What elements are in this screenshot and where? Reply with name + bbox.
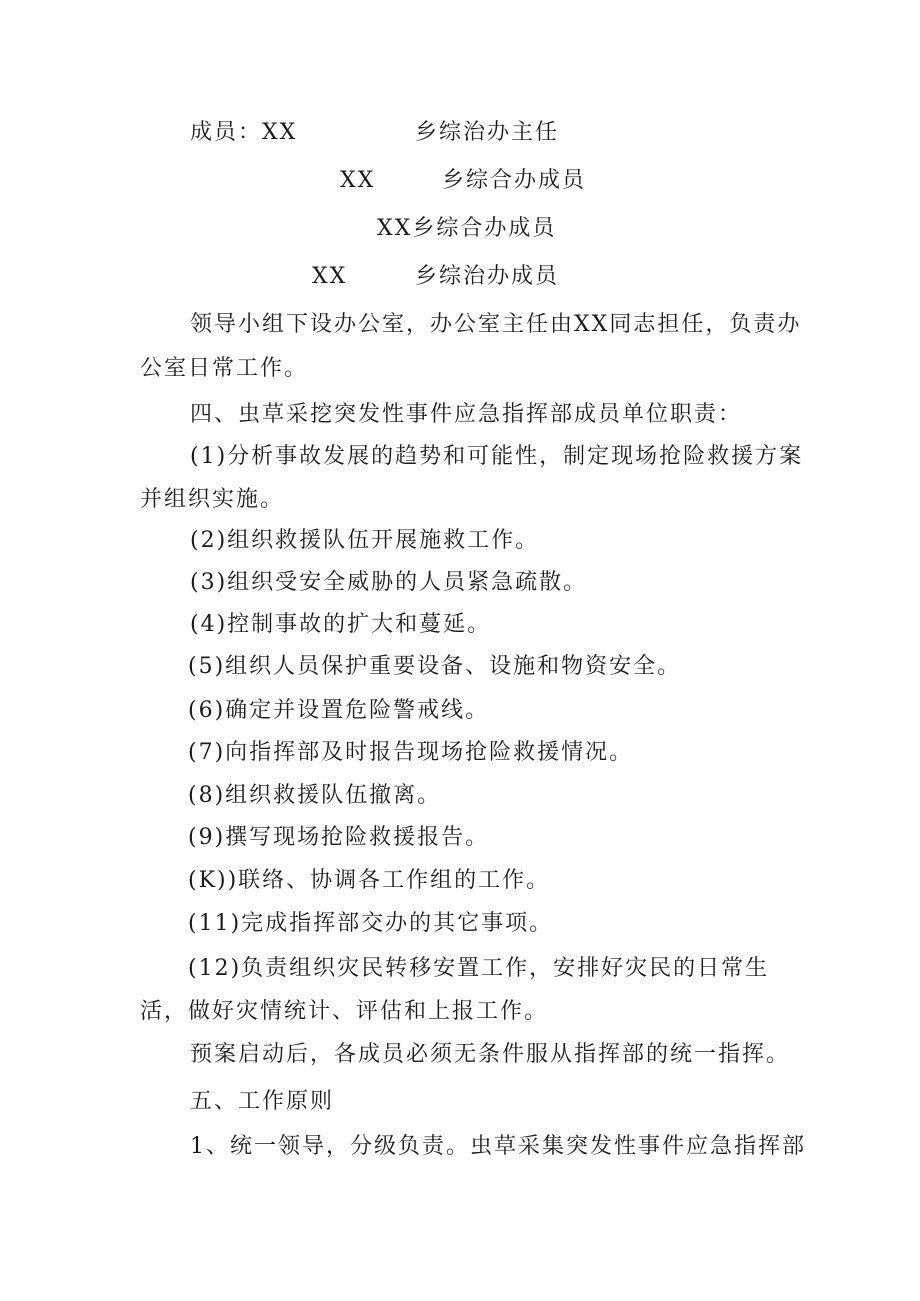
duty-item-6: (6)确定并设置危险警戒线。 xyxy=(188,698,490,723)
duty-item-4: (4)控制事故的扩大和蔓延。 xyxy=(190,612,492,637)
member-row-2-title: 乡综合办成员 xyxy=(442,168,587,193)
member-row-2-name: XX xyxy=(340,168,376,193)
duty-item-11: (11)完成指挥部交办的其它事项。 xyxy=(188,911,554,936)
member-row-3: XX乡综合办成员 xyxy=(377,216,557,241)
section-5-heading: 五、工作原则 xyxy=(190,1089,335,1114)
section-4-heading: 四、虫草采挖突发性事件应急指挥部成员单位职责： xyxy=(190,402,743,427)
office-paragraph-line-1: 领导小组下设办公室，办公室主任由XX同志担任，负责办 xyxy=(190,312,802,337)
member-row-4-name: XX xyxy=(312,264,348,289)
office-paragraph-line-2: 公室日常工作。 xyxy=(140,356,309,381)
duty-item-3: (3)组织受安全威胁的人员紧急疏散。 xyxy=(190,570,588,595)
duty-item-12-line-1: (12)负责组织灾民转移安置工作，安排好灾民的日常生 xyxy=(188,956,770,981)
duty-item-9: (9)撰写现场抢险救援报告。 xyxy=(188,825,490,850)
duty-item-1-line-2: 并组织实施。 xyxy=(140,487,285,512)
duty-item-5: (5)组织人员保护重要设备、设施和物资安全。 xyxy=(188,654,682,679)
member-row-1-prefix: 成员：XX xyxy=(190,120,298,145)
member-row-1-title: 乡综治办主任 xyxy=(415,120,560,145)
member-row-4-title: 乡综治办成员 xyxy=(415,264,560,289)
duty-item-1-line-1: (1)分析事故发展的趋势和可能性，制定现场抢险救援方案 xyxy=(190,444,804,469)
duty-item-8: (8)组织救援队伍撤离。 xyxy=(188,783,442,808)
closing-paragraph: 预案启动后，各成员必须无条件服从指挥部的统一指挥。 xyxy=(190,1042,791,1067)
duty-item-10: (K))联络、协调各工作组的工作。 xyxy=(188,868,551,893)
duty-item-12-line-2: 活，做好灾情统计、评估和上报工作。 xyxy=(140,999,549,1024)
principle-item-1-line-1: 1、统一领导，分级负责。虫草采集突发性事件应急指挥部 xyxy=(190,1134,806,1159)
duty-item-7: (7)向指挥部及时报告现场抢险救援情况。 xyxy=(188,740,634,765)
duty-item-2: (2)组织救援队伍开展施救工作。 xyxy=(190,528,540,553)
